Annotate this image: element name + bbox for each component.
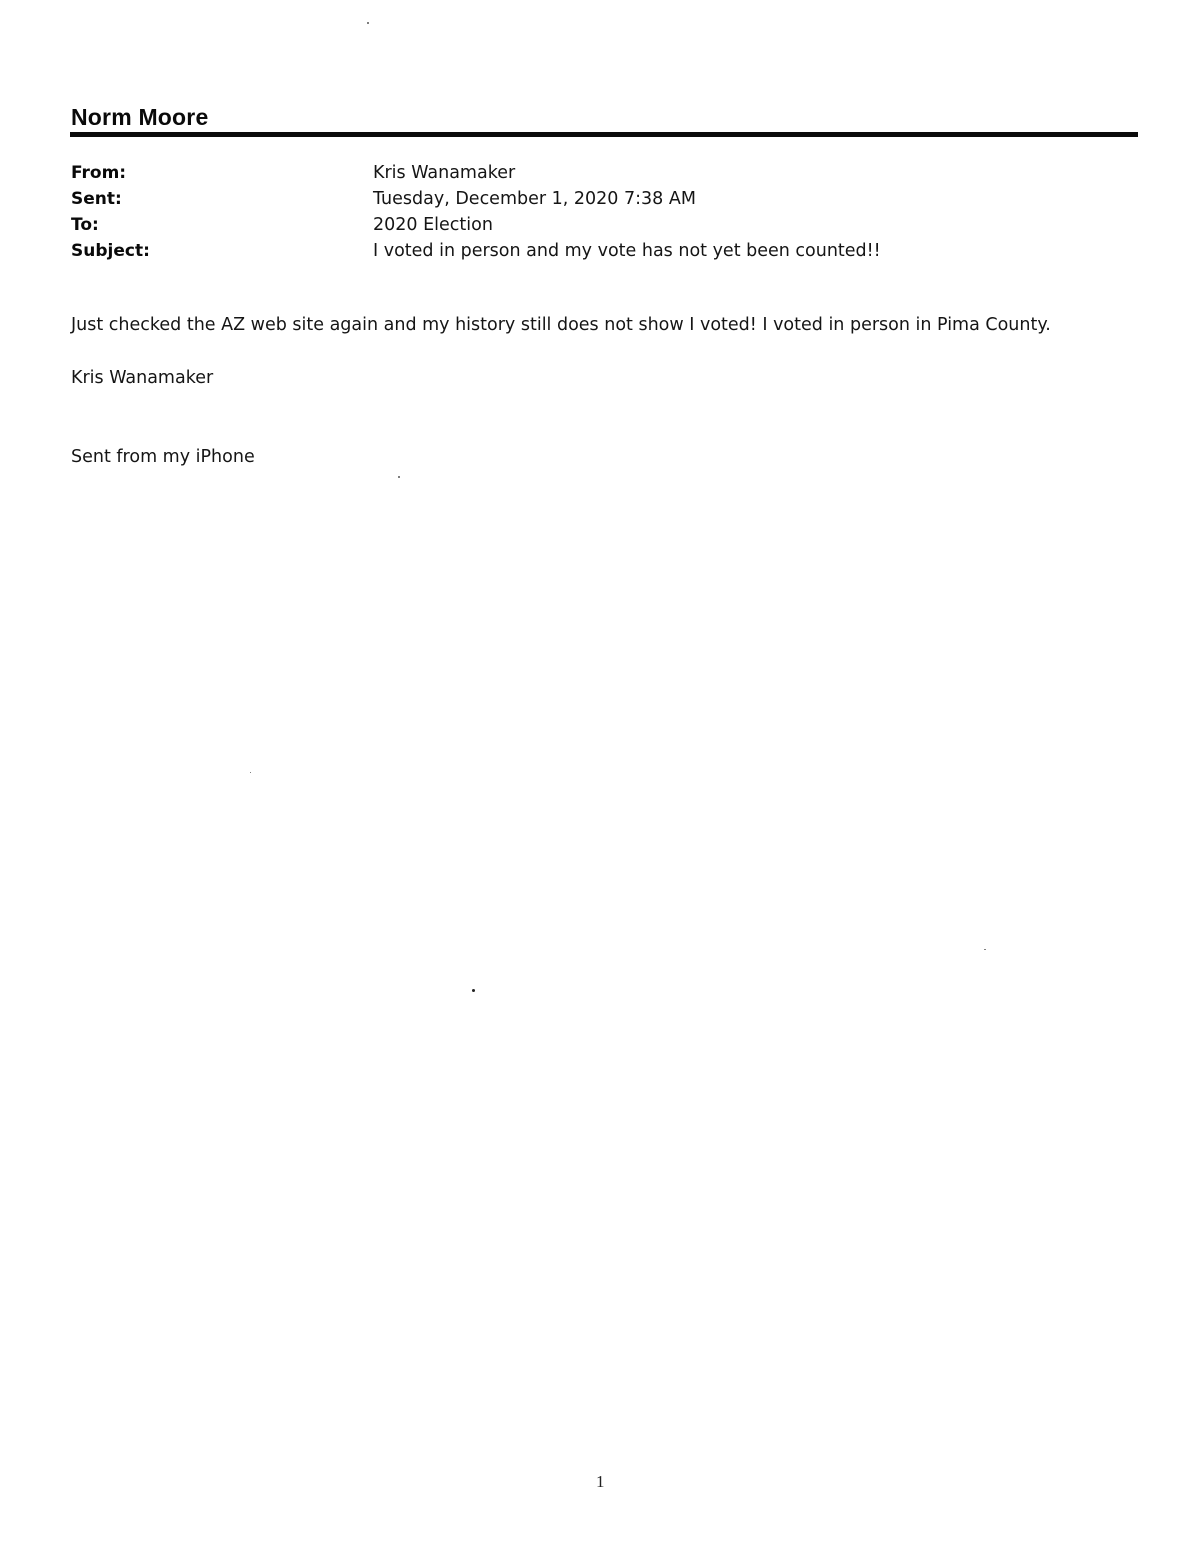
subject-row [71, 238, 1131, 264]
email-signature: Kris Wanamaker [71, 368, 214, 388]
header-divider [70, 132, 1138, 137]
mailbox-owner-name: Norm Moore [71, 104, 209, 130]
scan-speck [984, 949, 986, 950]
from-label: From: [71, 163, 127, 183]
scan-speck [367, 22, 369, 24]
sent-from-line: Sent from my iPhone [71, 447, 255, 467]
to-row [71, 212, 1131, 238]
email-header-fields [71, 160, 1131, 264]
scan-speck [472, 989, 475, 992]
to-value: 2020 Election [373, 215, 493, 235]
sent-label: Sent: [71, 189, 122, 209]
email-body-text: Just checked the AZ web site again and my history still does not show I voted! I voted in person in Pima County. [71, 315, 1051, 335]
from-row [71, 160, 1131, 186]
subject-label: Subject: [71, 241, 150, 261]
scan-speck [398, 476, 400, 478]
sent-row [71, 186, 1131, 212]
from-value: Kris Wanamaker [373, 163, 516, 183]
page-number: 1 [596, 1472, 605, 1491]
scan-speck [250, 772, 251, 773]
to-label: To: [71, 215, 99, 235]
sent-value: Tuesday, December 1, 2020 7:38 AM [373, 189, 696, 209]
subject-value: I voted in person and my vote has not yet been counted!! [373, 241, 881, 261]
